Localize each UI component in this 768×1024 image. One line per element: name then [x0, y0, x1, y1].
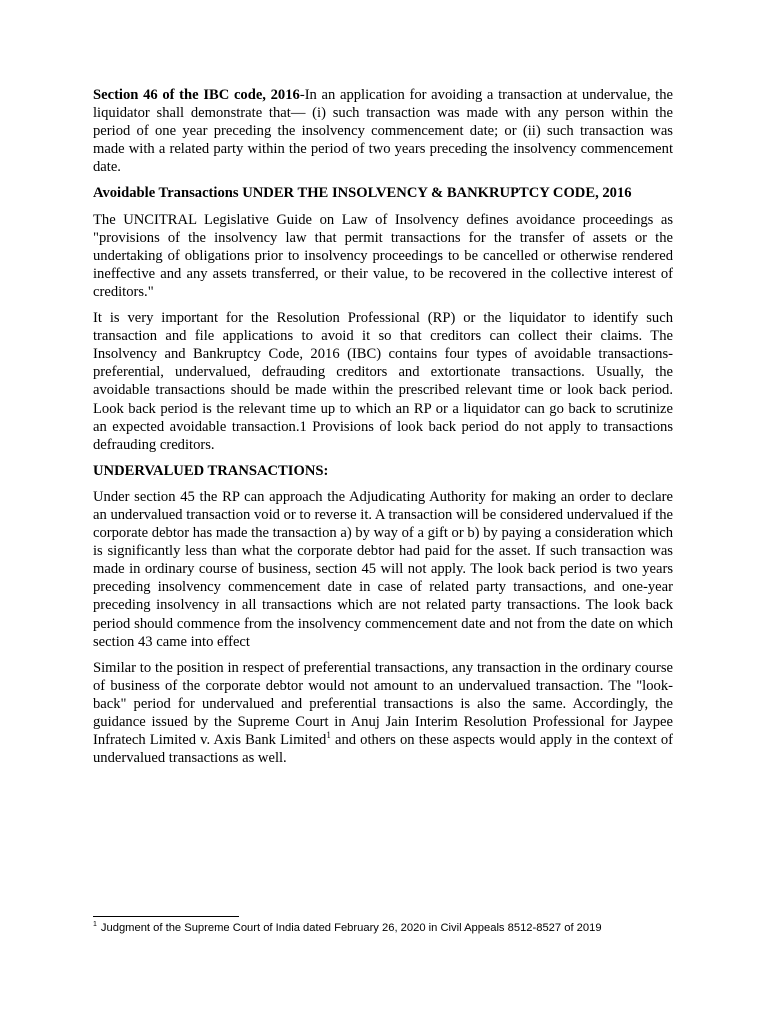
footnote-marker: 1	[93, 921, 97, 929]
paragraph-resolution-professional: It is very important for the Resolution Professional (RP) or the liquidator to identify such transaction and file applications to avoid it so that creditors can collect their claims. The Insolvency and Bankruptcy Code, 2016 (IBC) contains four types of avoidable transactions-preferential, undervalued, defrauding creditors and extortionate transactions. Usually, the avoidable transactions should be made within the prescribed relevant time or look back period. Look back period is the relevant time up to which an RP or a liquidator can go back to scrutinize an expected avoidable transaction.1 Provisions of look back period do not apply to transactions defrauding creditors.	[93, 310, 673, 453]
similar-text-before: Similar to the position in respect of preferential transactions, any transaction in the ordinary course of business of the corporate debtor would not amount to an undervalued transaction. The "look-back" period for undervalued and preferential transactions is also the same. Accordingly, the guidance issued by the Supreme Court in Anuj Jain Interim Resolution Professional for Jaypee Infratech Limited v. Axis Bank Limited	[93, 659, 673, 749]
section-46-text: -In an application for avoiding a transaction at undervalue, the liquidator shall demonstrate that— (i) such transaction was made with any person within the period of one year preceding the insolvency commencement date; or (ii) such transaction was made with a related party within the period of two years preceding the insolvency commencement date.	[93, 87, 673, 176]
paragraph-section-46	[93, 86, 673, 176]
heading-avoidable-transactions: Avoidable Transactions UNDER THE INSOLVENCY & BANKRUPTCY CODE, 2016	[93, 185, 632, 202]
footnote-text: Judgment of the Supreme Court of India dated February 26, 2020 in Civil Appeals 8512-8527 of 2019	[100, 922, 602, 934]
section-46-lead: Section 46 of the IBC code, 2016	[93, 87, 300, 103]
footnote	[93, 921, 693, 935]
heading-undervalued-transactions: UNDERVALUED TRANSACTIONS:	[93, 462, 329, 479]
paragraph-section-45: Under section 45 the RP can approach the Adjudicating Authority for making an order to declare an undervalued transaction void or to reverse it. A transaction will be considered undervalued if the corporate debtor has made the transaction a) by way of a gift or b) by paying a consideration which is significantly less than what the corporate debtor had paid for the asset. If such transaction was made in ordinary course of business, section 45 will not apply. The look back period is two years preceding insolvency commencement date in case of related party transactions, and one-year preceding insolvency in all transactions which are not related party transactions. The look back period should commence from the insolvency commencement date and not from the date on which section 43 came into effect	[93, 488, 673, 650]
footnote-separator	[93, 916, 239, 917]
similar-text-after: and others on these aspects would apply in the context of undervalued transactions as well.	[93, 732, 673, 767]
document-body	[93, 86, 673, 775]
footnote-reference[interactable]: 1	[326, 730, 331, 741]
paragraph-similar-position	[93, 659, 673, 768]
paragraph-uncitral: The UNCITRAL Legislative Guide on Law of Insolvency defines avoidance proceedings as "provisions of the insolvency law that permit transactions for the transfer of assets or the undertaking of obligations prior to insolvency proceedings to be cancelled or otherwise rendered ineffective and any assets transferred, or their value, to be recovered in the collective interest of creditors."	[93, 211, 673, 300]
